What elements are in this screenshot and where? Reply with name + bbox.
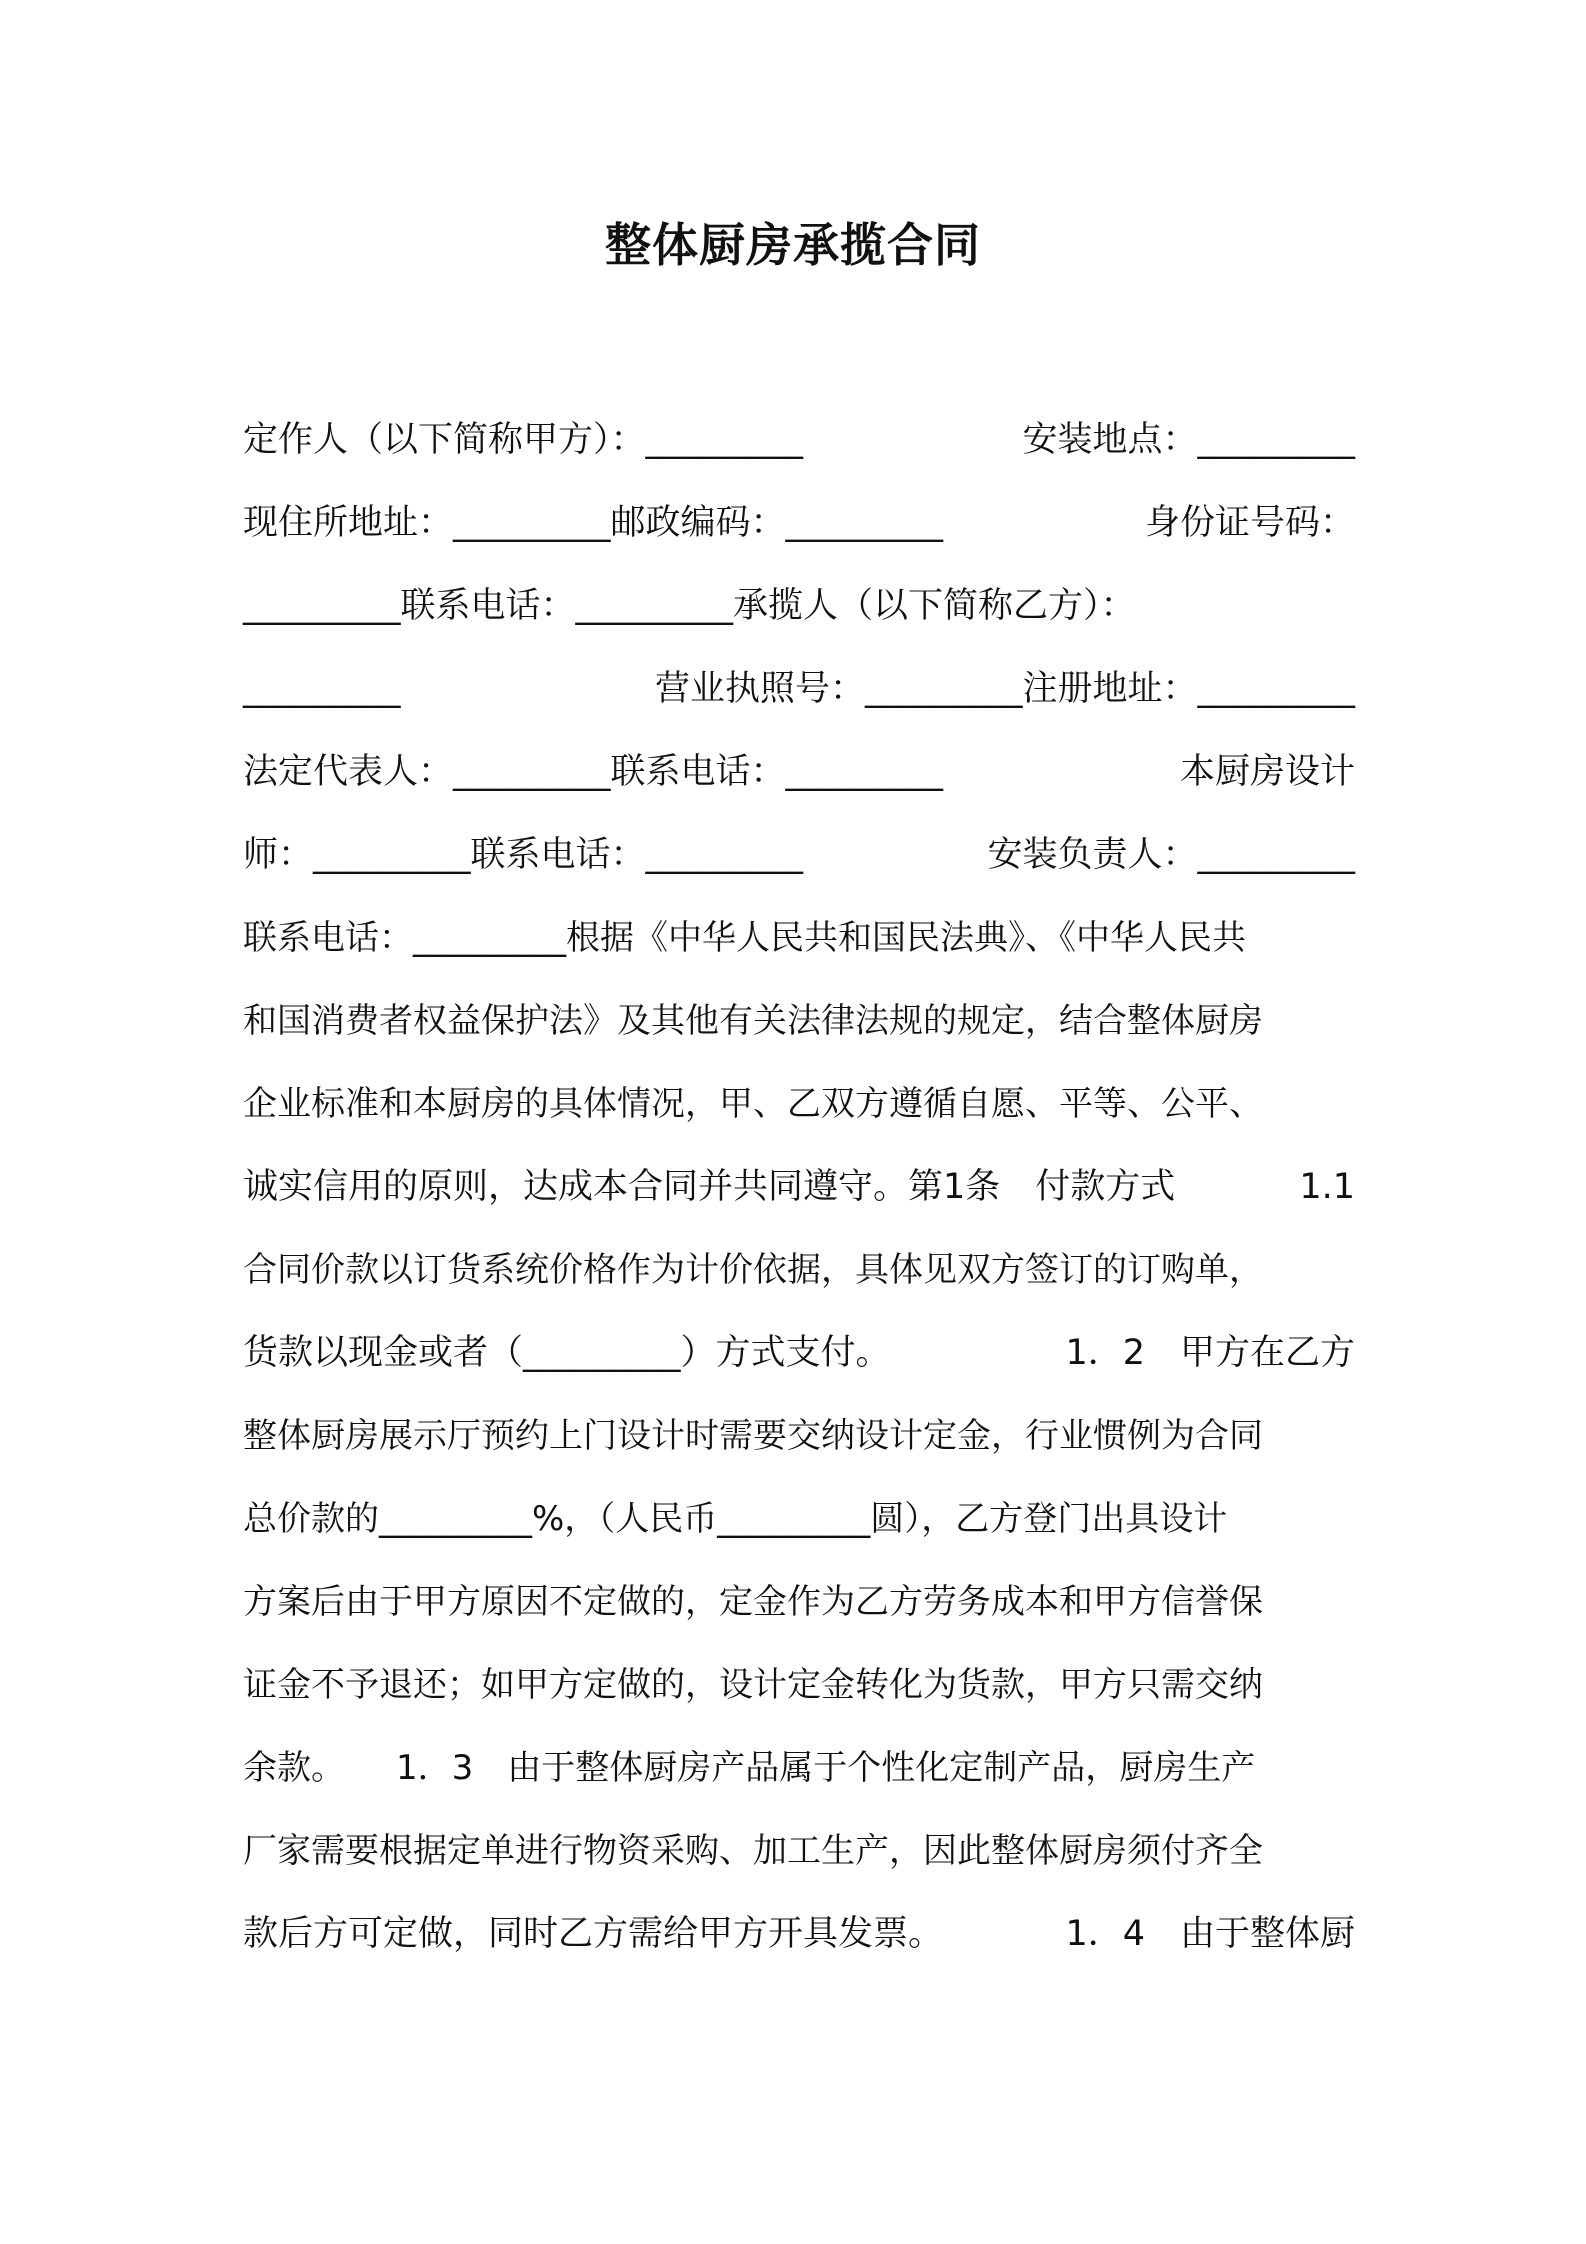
text-segment: 师：_________联系电话：_________ — [243, 835, 804, 875]
text-line — [243, 830, 1355, 913]
text-segment: 安装负责人：_________ — [987, 835, 1355, 875]
text-segment: 厂家需要根据定单进行物资采购、加工生产，因此整体厨房须付齐全 — [243, 1831, 1263, 1871]
text-line — [243, 1826, 1355, 1909]
text-segment: _________ — [243, 669, 401, 709]
text-line — [243, 1577, 1355, 1660]
text-segment: 和国消费者权益保护法》及其他有关法律法规的规定，结合整体厨房 — [243, 1001, 1263, 1041]
text-segment: 款后方可定做，同时乙方需给甲方开具发票。 — [243, 1914, 944, 1954]
text-segment: 整体厨房展示厅预约上门设计时需要交纳设计定金，行业惯例为合同 — [243, 1416, 1263, 1456]
text-segment: _________联系电话：_________承揽人（以下简称乙方）： — [243, 586, 1136, 626]
text-segment: 安装地点：_________ — [1022, 420, 1355, 460]
text-segment: 货款以现金或者（_________）方式支付。 — [243, 1333, 891, 1373]
text-segment: 营业执照号：_________注册地址：_________ — [654, 669, 1355, 709]
text-segment: 余款。 1．3 由于整体厨房产品属于个性化定制产品，厨房生产 — [243, 1748, 1256, 1788]
text-line — [243, 664, 1355, 747]
text-line — [243, 913, 1355, 996]
text-line — [243, 1245, 1355, 1328]
text-line — [243, 1909, 1355, 1992]
text-segment: 定作人（以下简称甲方）：_________ — [243, 420, 804, 460]
text-segment: 1.1 — [1299, 1167, 1355, 1207]
text-line — [243, 1494, 1355, 1577]
text-segment: 总价款的_________%，（人民币_________圆），乙方登门出具设计 — [243, 1499, 1228, 1539]
text-line — [243, 1411, 1355, 1494]
document-title: 整体厨房承揽合同 — [605, 218, 981, 272]
text-line — [243, 1162, 1355, 1245]
text-segment: 1．2 甲方在乙方 — [1065, 1333, 1355, 1373]
text-segment: 1．4 由于整体厨 — [1065, 1914, 1355, 1954]
text-line — [243, 581, 1355, 664]
text-segment: 现住所地址：_________邮政编码：_________ — [243, 503, 944, 543]
text-segment: 联系电话：_________根据《中华人民共和国民法典》、《中华人民共 — [243, 918, 1246, 958]
text-line — [243, 1743, 1355, 1826]
text-line — [243, 1660, 1355, 1743]
text-line — [243, 415, 1355, 498]
text-line — [243, 747, 1355, 830]
text-segment: 诚实信用的原则，达成本合同并共同遵守。第1条 付款方式 — [243, 1167, 1176, 1207]
text-segment: 合同价款以订货系统价格作为计价依据，具体见双方签订的订购单， — [243, 1250, 1263, 1290]
text-segment: 身份证号码： — [1144, 503, 1355, 543]
text-segment: 法定代表人：_________联系电话：_________ — [243, 752, 944, 792]
text-line — [243, 498, 1355, 581]
text-line — [243, 1328, 1355, 1411]
text-segment: 证金不予退还；如甲方定做的，设计定金转化为货款，甲方只需交纳 — [243, 1665, 1263, 1705]
text-line — [243, 996, 1355, 1079]
text-line — [243, 1079, 1355, 1162]
text-segment: 方案后由于甲方原因不定做的，定金作为乙方劳务成本和甲方信誉保 — [243, 1582, 1263, 1622]
text-segment: 本厨房设计 — [1179, 752, 1355, 792]
text-segment: 企业标准和本厨房的具体情况，甲、乙双方遵循自愿、平等、公平、 — [243, 1084, 1263, 1124]
contract-body — [243, 415, 1355, 1992]
